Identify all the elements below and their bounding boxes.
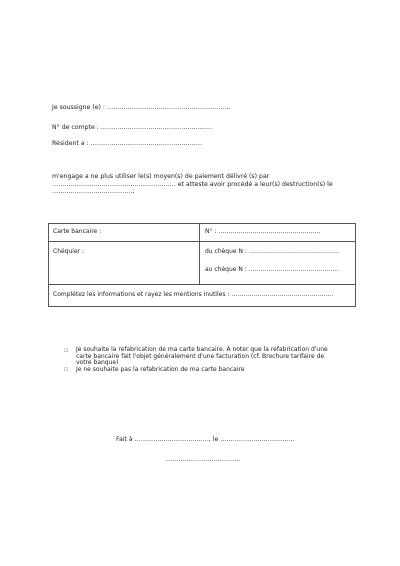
checkbox-icon[interactable]: ☐ — [64, 349, 69, 354]
engagement-paragraph — [52, 173, 372, 196]
engagement-line-2[interactable]: …………………………………………………… et atteste avoir procédé a leur(s) destruction(s) le — [52, 180, 333, 188]
table-footer-instructions[interactable]: Complétez les informations et rayez les mentions inutiles : …………………………………………… — [53, 291, 334, 298]
cheque-from-field[interactable]: du chèque N : ……………………………………… — [205, 248, 339, 255]
chequebook-label: Chéquier : — [53, 248, 85, 255]
option-refabrication-yes — [76, 347, 376, 367]
table-divider-row-1 — [49, 241, 355, 242]
table-divider-row-2 — [49, 284, 355, 285]
option-1-line-2: carte bancaire fait l'objet généralement d'une facturation (cf. Brochure tarifaire de — [76, 352, 325, 360]
place-date-line[interactable]: Fait à ………………………………, le ……………………………… — [116, 436, 295, 443]
engagement-line-1: m'engage a ne plus utiliser le(s) moyen(s) de paiement délivré (s) par — [52, 173, 270, 180]
option-1-line-1: Je souhaite la refabrication de ma carte bancaire. A noter que la refabrication d'une — [76, 346, 328, 353]
payment-means-table — [48, 223, 356, 307]
engagement-line-3[interactable]: …………………………………; — [52, 188, 135, 196]
option-1-line-3: votre banque) — [76, 359, 119, 367]
checkbox-icon[interactable]: ☐ — [64, 368, 69, 373]
cheque-to-field[interactable]: au chèque N : ……………………………………… — [205, 266, 339, 273]
card-number-field[interactable]: N° : …………………………………………… — [205, 228, 321, 235]
option-refabrication-no — [76, 367, 376, 374]
name-field-line[interactable]: Je soussigne (e) : …………………………………………………… — [52, 104, 231, 111]
card-label: Carte bancaire : — [53, 228, 102, 235]
account-number-field-line[interactable]: N° de compte : ……………………………………………… — [52, 124, 213, 131]
signature-line[interactable]: ……………………………… — [166, 456, 241, 463]
residence-field-line[interactable]: Résident a : ……………………………………………… — [52, 140, 203, 147]
option-2-line-1: Je ne souhaite pas la refabrication de ma carte bancaire — [76, 366, 245, 373]
table-divider-column — [199, 224, 200, 284]
